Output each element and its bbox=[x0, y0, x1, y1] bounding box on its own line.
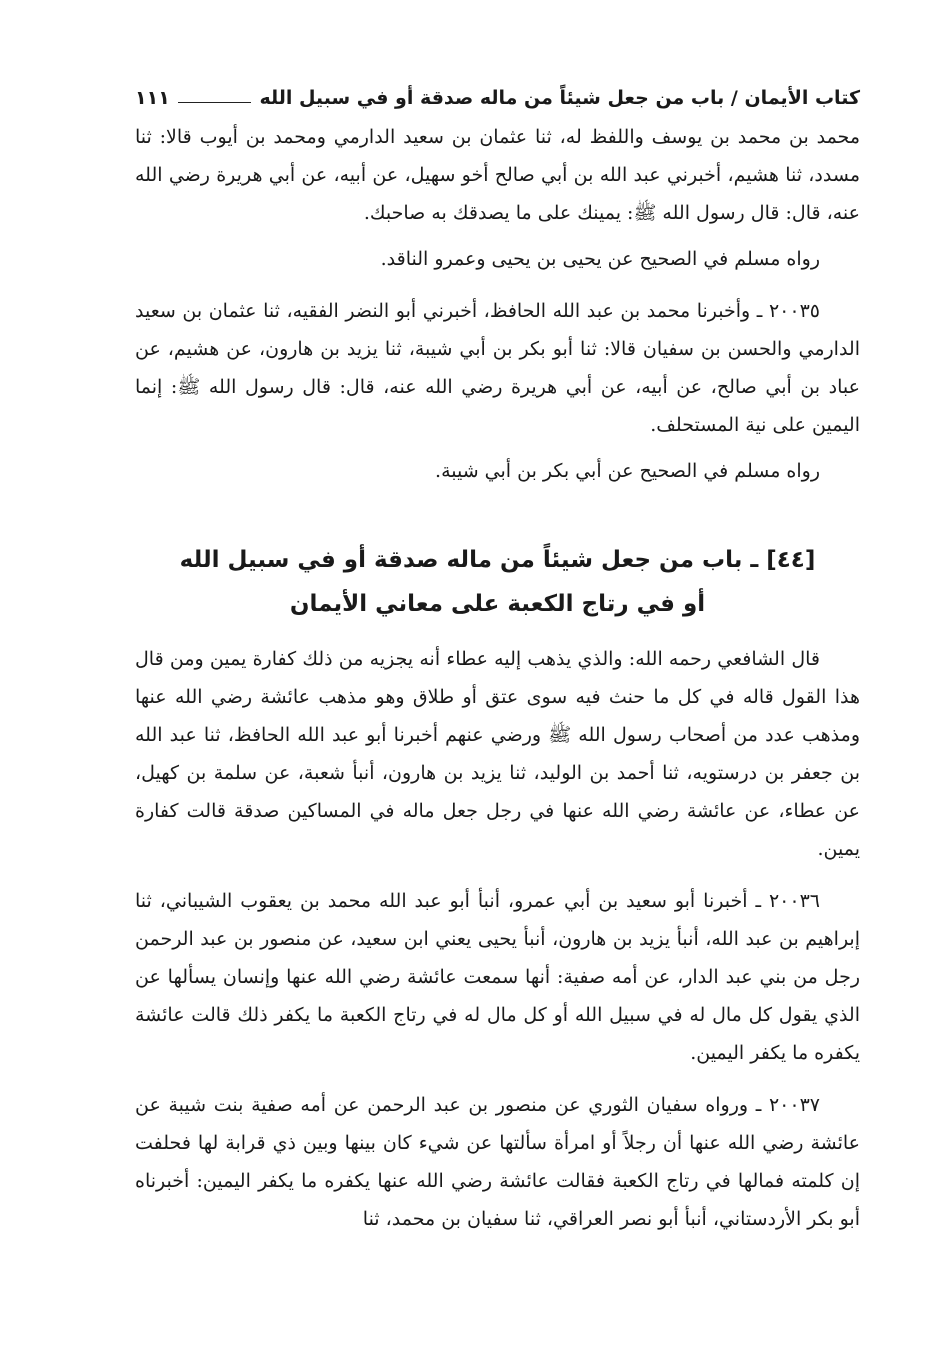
paragraph-muslim-note-1: رواه مسلم في الصحيح عن يحيى بن يحيى وعمرو الناقد. bbox=[380, 248, 820, 270]
paragraph-hadith-20037: ٢٠٠٣٧ ـ ورواه سفيان الثوري عن منصور بن عبد الرحمن عن أمه صفية بنت شيبة عن عائشة رضي الله عنها أن رجلاً أو امرأة سألتها عن شيء كان بينها وبين ذي قرابة لها فحلفت إن كلمته فمالها في رتاج الكعبة فقالت عائشة رضي الله عنها يكفره ما يكفر اليمين: أخبرناه أبو بكر الأردستاني، أنبأ أبو نصر العراقي، ثنا سفيان بن محمد، ثنا bbox=[135, 1094, 861, 1230]
paragraph-muslim-note-2: رواه مسلم في الصحيح عن أبي بكر بن أبي شيبة. bbox=[435, 460, 820, 482]
paragraph-hadith-20035: ٢٠٠٣٥ ـ وأخبرنا محمد بن عبد الله الحافظ، أخبرني أبو النضر الفقيه، ثنا عثمان بن سعيد الدارمي والحسن بن سفيان قالا: ثنا أبو بكر بن أبي شيبة، ثنا يزيد بن هارون، عن هشيم، عن عباد بن أبي صالح، عن أبيه، عن أبي هريرة رضي الله عنه، قال: قال رسول الله ﷺ: إنما اليمين على نية المستحلف. bbox=[135, 300, 860, 436]
book-page bbox=[135, 78, 860, 1238]
paragraph-hadith-20036: ٢٠٠٣٦ ـ أخبرنا أبو سعيد بن أبي عمرو، أنبأ أبو عبد الله محمد بن يعقوب الشيباني، ثنا إبراهيم بن عبد الله، أنبأ يزيد بن هارون، أنبأ يحيى يعني ابن سعيد، عن منصور بن عبد الرحمن رجل من بني عبد الدار، عن أمه صفية: أنها سمعت عائشة رضي الله عنها وإنسان يسألها عن الذي يقول كل مال له في سبيل الله أو كل مال له في رتاج الكعبة ما يكفر ذلك قالت عائشة يكفره ما يكفر اليمين. bbox=[135, 890, 860, 1064]
header-rule bbox=[178, 102, 252, 103]
running-header bbox=[135, 78, 860, 118]
paragraph-isnad-continuation: محمد بن محمد بن يوسف واللفظ له، ثنا عثمان بن سعيد الدارمي ومحمد بن أيوب قالا: ثنا مسدد، ثنا هشيم، أخبرني عبد الله بن أبي صالح أخو سهيل، عن أبيه، عن أبي هريرة رضي الله عنه، قال: قال رسول الله ﷺ: يمينك على ما يصدقك به صاحبك. bbox=[135, 126, 860, 224]
chapter-heading-line-1: [٤٤] ـ باب من جعل شيئاً من ماله صدقة أو في سبيل الله bbox=[179, 547, 816, 573]
page-number: ١١١ bbox=[135, 87, 170, 109]
running-header-title: كتاب الأيمان / باب من جعل شيئاً من ماله صدقة أو في سبيل الله bbox=[259, 87, 860, 109]
paragraph-shafii-statement: قال الشافعي رحمه الله: والذي يذهب إليه عطاء أنه يجزيه من ذلك كفارة يمين ومن قال هذا القول قاله في كل ما حنث فيه سوى عتق أو طلاق وهو مذهب عائشة رضي الله عنها ومذهب عدد من أصحاب رسول الله ﷺ ورضي عنهم أخبرنا أبو عبد الله الحافظ، ثنا عبد الله بن جعفر بن درستويه، ثنا أحمد بن الوليد، ثنا يزيد بن هارون، أنبأ شعبة، عن سلمة بن كهيل، عن عطاء، عن عائشة رضي الله عنها في رجل جعل ماله في المساكين صدقة قالت كفارة يمين. bbox=[135, 648, 860, 860]
chapter-heading-line-2: أو في رتاج الكعبة على معاني الأيمان bbox=[289, 591, 706, 617]
chapter-heading bbox=[135, 538, 860, 626]
